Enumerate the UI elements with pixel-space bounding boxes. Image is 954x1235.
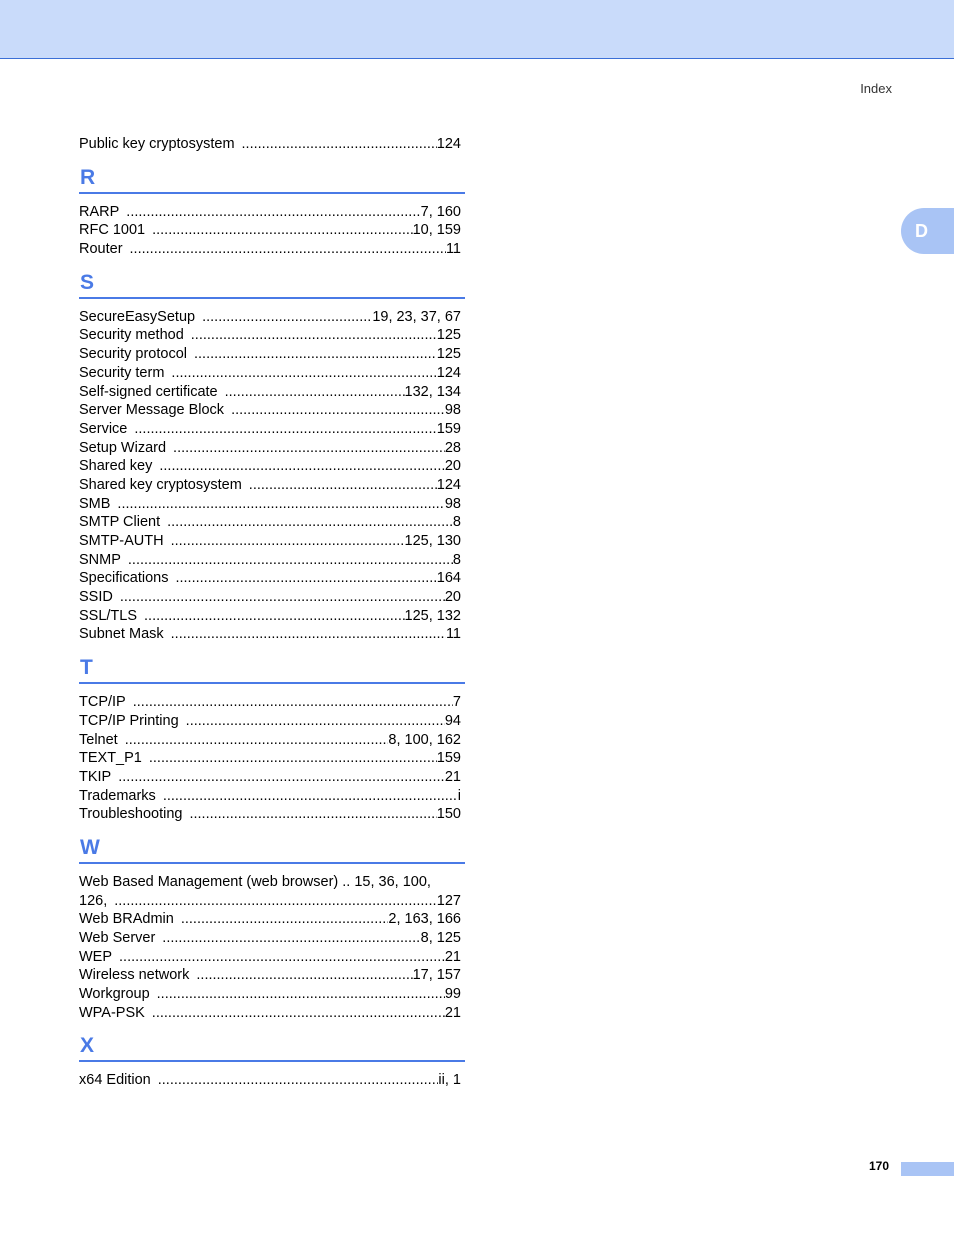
index-page-ref[interactable]: 17, 157 (412, 967, 461, 984)
index-column (79, 135, 461, 1090)
index-entry (79, 693, 461, 712)
index-term: Wireless network (79, 967, 190, 984)
dot-leader (194, 345, 437, 364)
index-term: Security term (79, 364, 165, 381)
index-entry (79, 439, 461, 458)
index-term: Troubleshooting (79, 806, 183, 823)
index-entry (79, 364, 461, 383)
index-page-ref[interactable]: 159 (436, 420, 461, 437)
dot-leader (186, 712, 445, 731)
index-entry (79, 495, 461, 514)
index-term: Service (79, 420, 128, 437)
dot-leader (117, 495, 444, 514)
header-band (0, 0, 954, 59)
letter-heading: X (79, 1032, 465, 1062)
chapter-tab[interactable] (901, 208, 954, 254)
index-page-ref[interactable]: 98 (444, 495, 461, 512)
index-entry (79, 401, 461, 420)
index-page-ref[interactable]: 127 (436, 892, 461, 909)
index-entry (79, 910, 461, 929)
index-page-ref[interactable]: 125 (436, 327, 461, 344)
index-term: SecureEasySetup (79, 308, 196, 325)
index-page-ref[interactable]: ii, 1 (438, 1072, 461, 1089)
index-page-ref[interactable]: 7 (452, 694, 461, 711)
index-entry (79, 203, 461, 222)
index-term: Self-signed certificate (79, 383, 218, 400)
footer-bar (901, 1162, 954, 1176)
page-number: 170 (869, 1159, 890, 1173)
dot-leader (125, 731, 389, 750)
dot-leader (118, 768, 445, 787)
index-entry (79, 551, 461, 570)
index-term: Shared key cryptosystem (79, 476, 242, 493)
index-entry (79, 892, 461, 911)
section-label: Index (860, 81, 892, 96)
index-term: Public key cryptosystem (79, 136, 235, 152)
index-term: RARP (79, 203, 120, 220)
index-term: Trademarks (79, 787, 156, 804)
index-term: RFC 1001 (79, 222, 146, 239)
index-entry (79, 749, 461, 768)
index-entry (79, 966, 461, 985)
index-term: TKIP (79, 768, 112, 785)
index-page-ref[interactable]: 94 (444, 712, 461, 729)
index-page-ref[interactable]: 20 (444, 589, 461, 606)
dot-leader (163, 787, 458, 806)
index-page-ref[interactable]: 21 (444, 1004, 461, 1021)
index-page-ref[interactable]: 15, 36, 100, (354, 873, 431, 890)
index-page-ref[interactable]: 99 (444, 986, 461, 1003)
index-entry (79, 308, 461, 327)
index-term: x64 Edition (79, 1072, 151, 1089)
dot-leader (231, 401, 445, 420)
index-entry (79, 532, 461, 551)
index-page-ref[interactable]: 21 (444, 768, 461, 785)
dot-leader (175, 569, 436, 588)
dot-leader (171, 625, 446, 644)
index-page-ref[interactable]: 125, 130 (404, 533, 461, 549)
index-term: Security protocol (79, 346, 187, 363)
index-page-ref[interactable]: 11 (445, 626, 461, 643)
index-page-ref[interactable]: 8 (452, 514, 461, 531)
index-entry (79, 787, 461, 806)
index-page-ref[interactable]: 2, 163, 166 (388, 911, 461, 928)
dot-leader (162, 929, 420, 948)
index-term: Specifications (79, 570, 169, 587)
index-entry (79, 345, 461, 364)
index-term: Server Message Block (79, 402, 225, 419)
index-page-ref[interactable]: 124 (436, 364, 461, 381)
index-page-ref[interactable]: 8, 100, 162 (388, 731, 461, 748)
index-page-ref[interactable]: 19, 23, 37, 67 (372, 308, 461, 325)
index-entry (79, 476, 461, 495)
index-entry (79, 1071, 461, 1090)
index-page-ref[interactable]: 21 (444, 948, 461, 965)
index-term: SNMP (79, 551, 121, 568)
dot-leader (114, 892, 437, 911)
index-entry (79, 1004, 461, 1023)
index-page-ref[interactable]: 125, 132 (404, 607, 461, 624)
dot-leader (119, 948, 445, 967)
index-term: Web BRAdmin (79, 911, 174, 928)
index-page-ref[interactable]: 8, 125 (420, 930, 461, 946)
dot-leader (171, 364, 436, 383)
dot-leader (191, 326, 437, 345)
index-term: Workgroup (79, 986, 150, 1003)
index-page-ref[interactable]: 98 (444, 402, 461, 419)
chapter-tab-label: D (915, 220, 928, 241)
index-term: TCP/IP Printing (79, 712, 179, 729)
index-entry (79, 873, 461, 892)
dot-leader (158, 1071, 439, 1090)
index-term: SSID (79, 589, 113, 606)
dot-leader (144, 607, 405, 626)
index-entry (79, 712, 461, 731)
index-entry (79, 929, 461, 948)
letter-heading: W (79, 834, 465, 864)
dot-leader (128, 551, 453, 570)
index-term: Setup Wizard (79, 439, 167, 456)
index-entry (79, 805, 461, 824)
dot-leader (189, 805, 436, 824)
index-entry (79, 326, 461, 345)
index-page-ref[interactable]: 125 (436, 346, 461, 363)
index-term: Shared key (79, 458, 153, 475)
index-entry (79, 731, 461, 750)
dot-leader (157, 985, 445, 1004)
dot-leader (152, 221, 413, 240)
index-term: WEP (79, 948, 113, 965)
index-entry (79, 768, 461, 787)
index-entry (79, 607, 461, 626)
index-page-ref[interactable]: 8 (452, 551, 461, 568)
dot-leader (133, 693, 453, 712)
index-page-ref[interactable]: 150 (436, 806, 461, 823)
dot-leader (196, 966, 412, 985)
dot-leader (159, 457, 445, 476)
dot-leader (167, 513, 453, 532)
index-term: TEXT_P1 (79, 750, 142, 767)
index-term: Telnet (79, 731, 118, 748)
index-term: Web Server (79, 930, 156, 946)
index-entry (79, 948, 461, 967)
index-entry (79, 569, 461, 588)
index-entry (79, 457, 461, 476)
index-entry (79, 985, 461, 1004)
dot-leader (126, 203, 420, 222)
index-page-ref[interactable]: 20 (444, 458, 461, 475)
dot-leader (242, 135, 437, 154)
index-page-ref[interactable]: 7, 160 (420, 203, 461, 220)
index-term: SMTP-AUTH (79, 533, 164, 549)
dot-leader (130, 240, 446, 259)
index-page-ref[interactable]: 11 (445, 241, 461, 258)
dot-leader (202, 308, 372, 327)
index-page-ref[interactable]: 124 (436, 136, 461, 152)
index-term: WPA-PSK (79, 1004, 145, 1021)
dot-leader (149, 749, 437, 768)
index-term: SMTP Client (79, 514, 161, 531)
index-page-ref[interactable]: i (457, 787, 461, 804)
dot-leader (171, 532, 405, 551)
dot-leader (152, 1004, 445, 1023)
letter-heading: T (79, 654, 465, 684)
index-entry (79, 513, 461, 532)
index-entry (79, 221, 461, 240)
dot-leader (181, 910, 389, 929)
dot-leader (134, 420, 436, 439)
index-page-ref[interactable]: 159 (436, 750, 461, 767)
index-entry (79, 625, 461, 644)
index-page-ref[interactable]: 132, 134 (404, 383, 461, 400)
index-page-ref[interactable]: 10, 159 (412, 222, 461, 239)
letter-heading: R (79, 164, 465, 194)
index-entry (79, 420, 461, 439)
index-term: Web Based Management (web browser) .. (79, 873, 351, 890)
index-page-ref[interactable]: 164 (436, 570, 461, 587)
dot-leader (173, 439, 445, 458)
dot-leader (120, 588, 445, 607)
index-term: SSL/TLS (79, 607, 138, 624)
index-entry (79, 588, 461, 607)
index-entry (79, 383, 461, 402)
index-term: Security method (79, 327, 184, 344)
index-page-ref[interactable]: 28 (444, 439, 461, 456)
index-term: TCP/IP (79, 694, 126, 711)
letter-heading: S (79, 269, 465, 299)
index-term: SMB (79, 495, 111, 512)
index-page-ref[interactable]: 124 (436, 476, 461, 493)
index-entry (79, 240, 461, 259)
index-entry (79, 135, 461, 154)
dot-leader (249, 476, 437, 495)
index-term: Subnet Mask (79, 626, 164, 643)
index-term: 126, (79, 892, 108, 909)
index-term: Router (79, 241, 123, 258)
dot-leader (225, 383, 405, 402)
